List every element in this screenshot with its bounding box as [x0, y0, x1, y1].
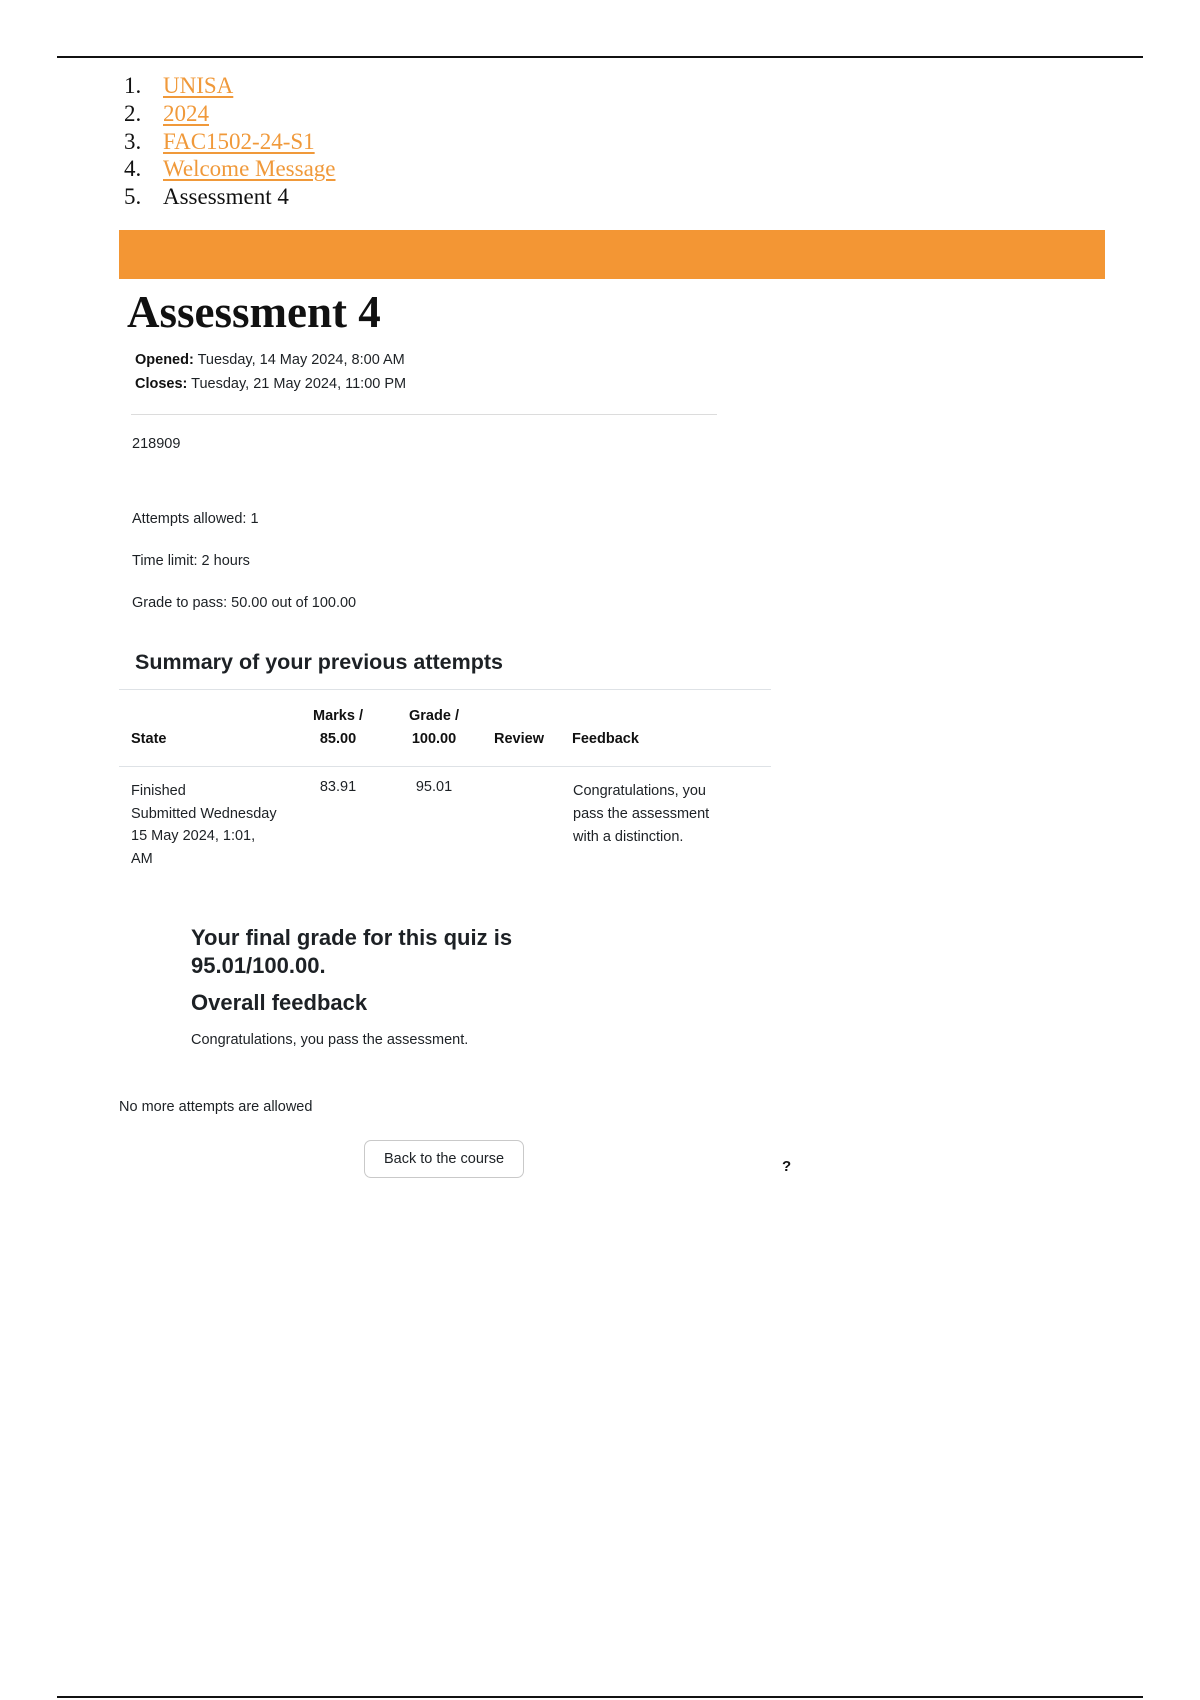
grade-to-pass: Grade to pass: 50.00 out of 100.00 [132, 595, 357, 611]
breadcrumb-item-welcome: 4. Welcome Message [124, 156, 336, 182]
header-review: Review [494, 731, 544, 747]
breadcrumb [124, 72, 336, 211]
header-marks: Marks / 85.00 [313, 708, 363, 747]
overall-feedback-text: Congratulations, you pass the assessment. [191, 1032, 469, 1048]
breadcrumb-item-year: 2. 2024 [124, 100, 209, 126]
help-icon[interactable]: ? [782, 1158, 792, 1175]
header-grade: Grade / 100.00 [409, 708, 459, 747]
summary-title: Summary of your previous attempts [135, 650, 503, 674]
header-state: State [131, 731, 167, 747]
breadcrumb-item-current: 5. Assessment 4 [124, 184, 289, 210]
breadcrumb-link-welcome-message[interactable]: Welcome Message [163, 156, 336, 182]
cell-state: Finished Submitted Wednesday 15 May 2024, 1:01, AM [131, 783, 277, 867]
activity-dates [135, 348, 406, 396]
breadcrumb-link-course[interactable]: FAC1502-24-S1 [163, 128, 315, 154]
bottom-rule [57, 1696, 1143, 1698]
back-to-course-button[interactable]: Back to the course [364, 1140, 524, 1178]
breadcrumb-link-unisa[interactable]: UNISA [163, 73, 234, 98]
top-rule [57, 56, 1143, 58]
header-banner [119, 230, 1105, 279]
breadcrumb-item-unisa: 1. UNISA [124, 73, 234, 98]
page-title: Assessment 4 [127, 287, 381, 337]
section-divider [131, 414, 717, 415]
breadcrumb-link-year[interactable]: 2024 [163, 100, 209, 126]
overall-feedback-title: Overall feedback [191, 990, 368, 1015]
table-header-rule [119, 766, 771, 767]
closes-date [135, 372, 406, 396]
cell-marks: 83.91 [319, 779, 357, 795]
time-limit: Time limit: 2 hours [132, 553, 250, 569]
cell-grade: 95.01 [415, 779, 453, 795]
table-top-rule [119, 689, 771, 690]
final-grade: Your final grade for this quiz is 95.01/100.00. [191, 925, 513, 978]
assessment-code: 218909 [132, 436, 181, 452]
header-feedback: Feedback [572, 731, 639, 747]
cell-feedback: Congratulations, you pass the assessment with a distinction. [573, 783, 710, 845]
closes-value: Tuesday, 21 May 2024, 11:00 PM [191, 376, 407, 392]
attempts-allowed: Attempts allowed: 1 [132, 511, 259, 527]
breadcrumb-current-page: Assessment 4 [163, 184, 289, 210]
opened-date [135, 348, 406, 372]
no-more-attempts-notice: No more attempts are allowed [119, 1099, 313, 1115]
breadcrumb-item-course: 3. FAC1502-24-S1 [124, 128, 315, 154]
closes-label: Closes: [135, 376, 188, 392]
opened-value: Tuesday, 14 May 2024, 8:00 AM [197, 352, 405, 368]
opened-label: Opened: [135, 352, 194, 368]
